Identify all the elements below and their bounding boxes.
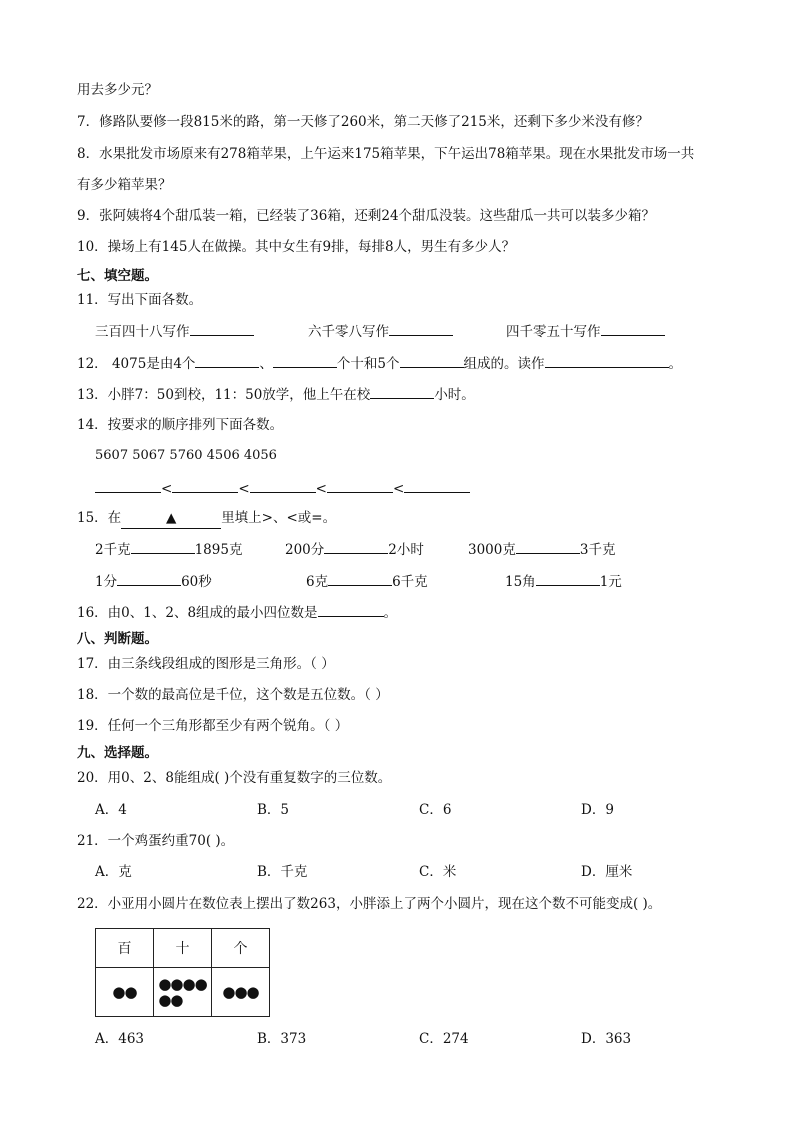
question-22: 22．小亚用小圆片在数位表上摆出了数263，小胖添上了两个小圆片，现在这个数不可能变成( )。 <box>77 896 662 912</box>
q20-option-d[interactable]: D．9 <box>581 802 614 818</box>
answer-blank[interactable] <box>131 539 195 554</box>
answer-blank[interactable] <box>536 571 600 586</box>
ones-header: 个 <box>212 929 270 968</box>
question-19: 19．任何一个三角形都至少有两个锐角。（ ） <box>77 718 349 734</box>
answer-blank[interactable] <box>195 353 259 368</box>
answer-blank[interactable] <box>545 353 669 368</box>
question-14: 14．按要求的顺序排列下面各数。 <box>77 417 284 433</box>
question-20: 20．用0、2、8能组成( )个没有重复数字的三位数。 <box>77 770 392 786</box>
answer-blank[interactable] <box>516 539 580 554</box>
tens-header: 十 <box>154 929 212 968</box>
q15-item-1: 2千克 1895克 <box>95 539 242 560</box>
question-18: 18．一个数的最高位是千位，这个数是五位数。（ ） <box>77 687 389 703</box>
tens-dots: ●●●● ●● <box>154 968 212 1017</box>
place-value-table <box>95 928 270 1017</box>
question-13: 13．小胖7：50到校，11：50放学，他上午在校 小时。 <box>77 384 475 405</box>
hundreds-header: 百 <box>96 929 154 968</box>
question-21: 21．一个鸡蛋约重70( )。 <box>77 833 235 849</box>
q22-option-c[interactable]: C．274 <box>419 1031 469 1047</box>
q15-item-6: 15角 1元 <box>505 571 622 592</box>
q22-option-d[interactable]: D．363 <box>581 1031 632 1047</box>
answer-blank[interactable] <box>273 353 337 368</box>
question-11b: 六千零八写作 <box>308 321 453 342</box>
answer-blank[interactable] <box>328 571 392 586</box>
answer-blank[interactable] <box>601 321 665 336</box>
answer-blank[interactable] <box>95 478 161 493</box>
question-8-line2: 有多少箱苹果？ <box>77 177 172 193</box>
hundreds-dots: ●● <box>96 968 154 1017</box>
q15-item-5: 6克 6千克 <box>306 571 428 592</box>
question-15: 15．在 ▲ 里填上>、<或=。 <box>77 508 336 529</box>
answer-blank[interactable] <box>389 321 453 336</box>
question-11: 11．写出下面各数。 <box>77 292 203 308</box>
question-14-numbers: 5607 5067 5760 4506 4056 <box>95 448 277 463</box>
q20-option-a[interactable]: A．4 <box>95 802 127 818</box>
answer-blank[interactable] <box>172 478 238 493</box>
answer-blank[interactable] <box>400 353 464 368</box>
question-7: 7．修路队要修一段815米的路，第一天修了260米，第二天修了215米，还剩下多少米没有修？ <box>77 114 649 130</box>
answer-blank[interactable] <box>190 321 254 336</box>
section-9-heading: 九、选择题。 <box>77 745 158 761</box>
q21-option-d[interactable]: D．厘米 <box>581 864 633 880</box>
answer-blank[interactable] <box>327 478 393 493</box>
q6-continuation: 用去多少元？ <box>77 82 158 98</box>
answer-blank[interactable] <box>324 539 388 554</box>
question-14-order: < < < < <box>95 478 470 499</box>
question-16: 16．由0、1、2、8组成的最小四位数是 。 <box>77 602 397 623</box>
q20-option-c[interactable]: C．6 <box>419 802 452 818</box>
question-17: 17．由三条线段组成的图形是三角形。（ ） <box>77 656 335 672</box>
q15-item-4: 1分 60秒 <box>95 571 212 592</box>
triangle-placeholder <box>121 508 221 529</box>
q21-option-a[interactable]: A．克 <box>95 864 132 880</box>
answer-blank[interactable] <box>250 478 316 493</box>
question-11c: 四千零五十写作 <box>506 321 665 342</box>
q22-option-a[interactable]: A．463 <box>95 1031 145 1047</box>
triangle-icon: ▲ <box>165 510 177 526</box>
ones-dots: ●●● <box>212 968 270 1017</box>
answer-blank[interactable] <box>404 478 470 493</box>
question-10: 10．操场上有145人在做操。其中女生有9排，每排8人，男生有多少人？ <box>77 239 516 255</box>
question-8-line1: 8．水果批发市场原来有278箱苹果，上午运来175箱苹果，下午运出78箱苹果。现在水果批发市场一共 <box>77 146 695 162</box>
question-12: 12． 4075是由4个 、 个十和5个 组成的。读作 。 <box>77 353 682 374</box>
q15-item-3: 3000克 3千克 <box>468 539 615 560</box>
q15-item-2: 200分 2小时 <box>285 539 424 560</box>
q21-option-b[interactable]: B．千克 <box>257 864 308 880</box>
q22-option-b[interactable]: B．373 <box>257 1031 307 1047</box>
question-9: 9．张阿姨将4个甜瓜装一箱，已经装了36箱，还剩24个甜瓜没装。这些甜瓜一共可以装多少箱？ <box>77 208 656 224</box>
question-11a: 三百四十八写作 <box>95 321 254 342</box>
q20-option-b[interactable]: B．5 <box>257 802 290 818</box>
answer-blank[interactable] <box>117 571 181 586</box>
section-8-heading: 八、判断题。 <box>77 631 158 647</box>
q21-option-c[interactable]: C．米 <box>419 864 457 880</box>
answer-blank[interactable] <box>370 384 434 399</box>
answer-blank[interactable] <box>318 602 384 617</box>
section-7-heading: 七、填空题。 <box>77 268 158 284</box>
